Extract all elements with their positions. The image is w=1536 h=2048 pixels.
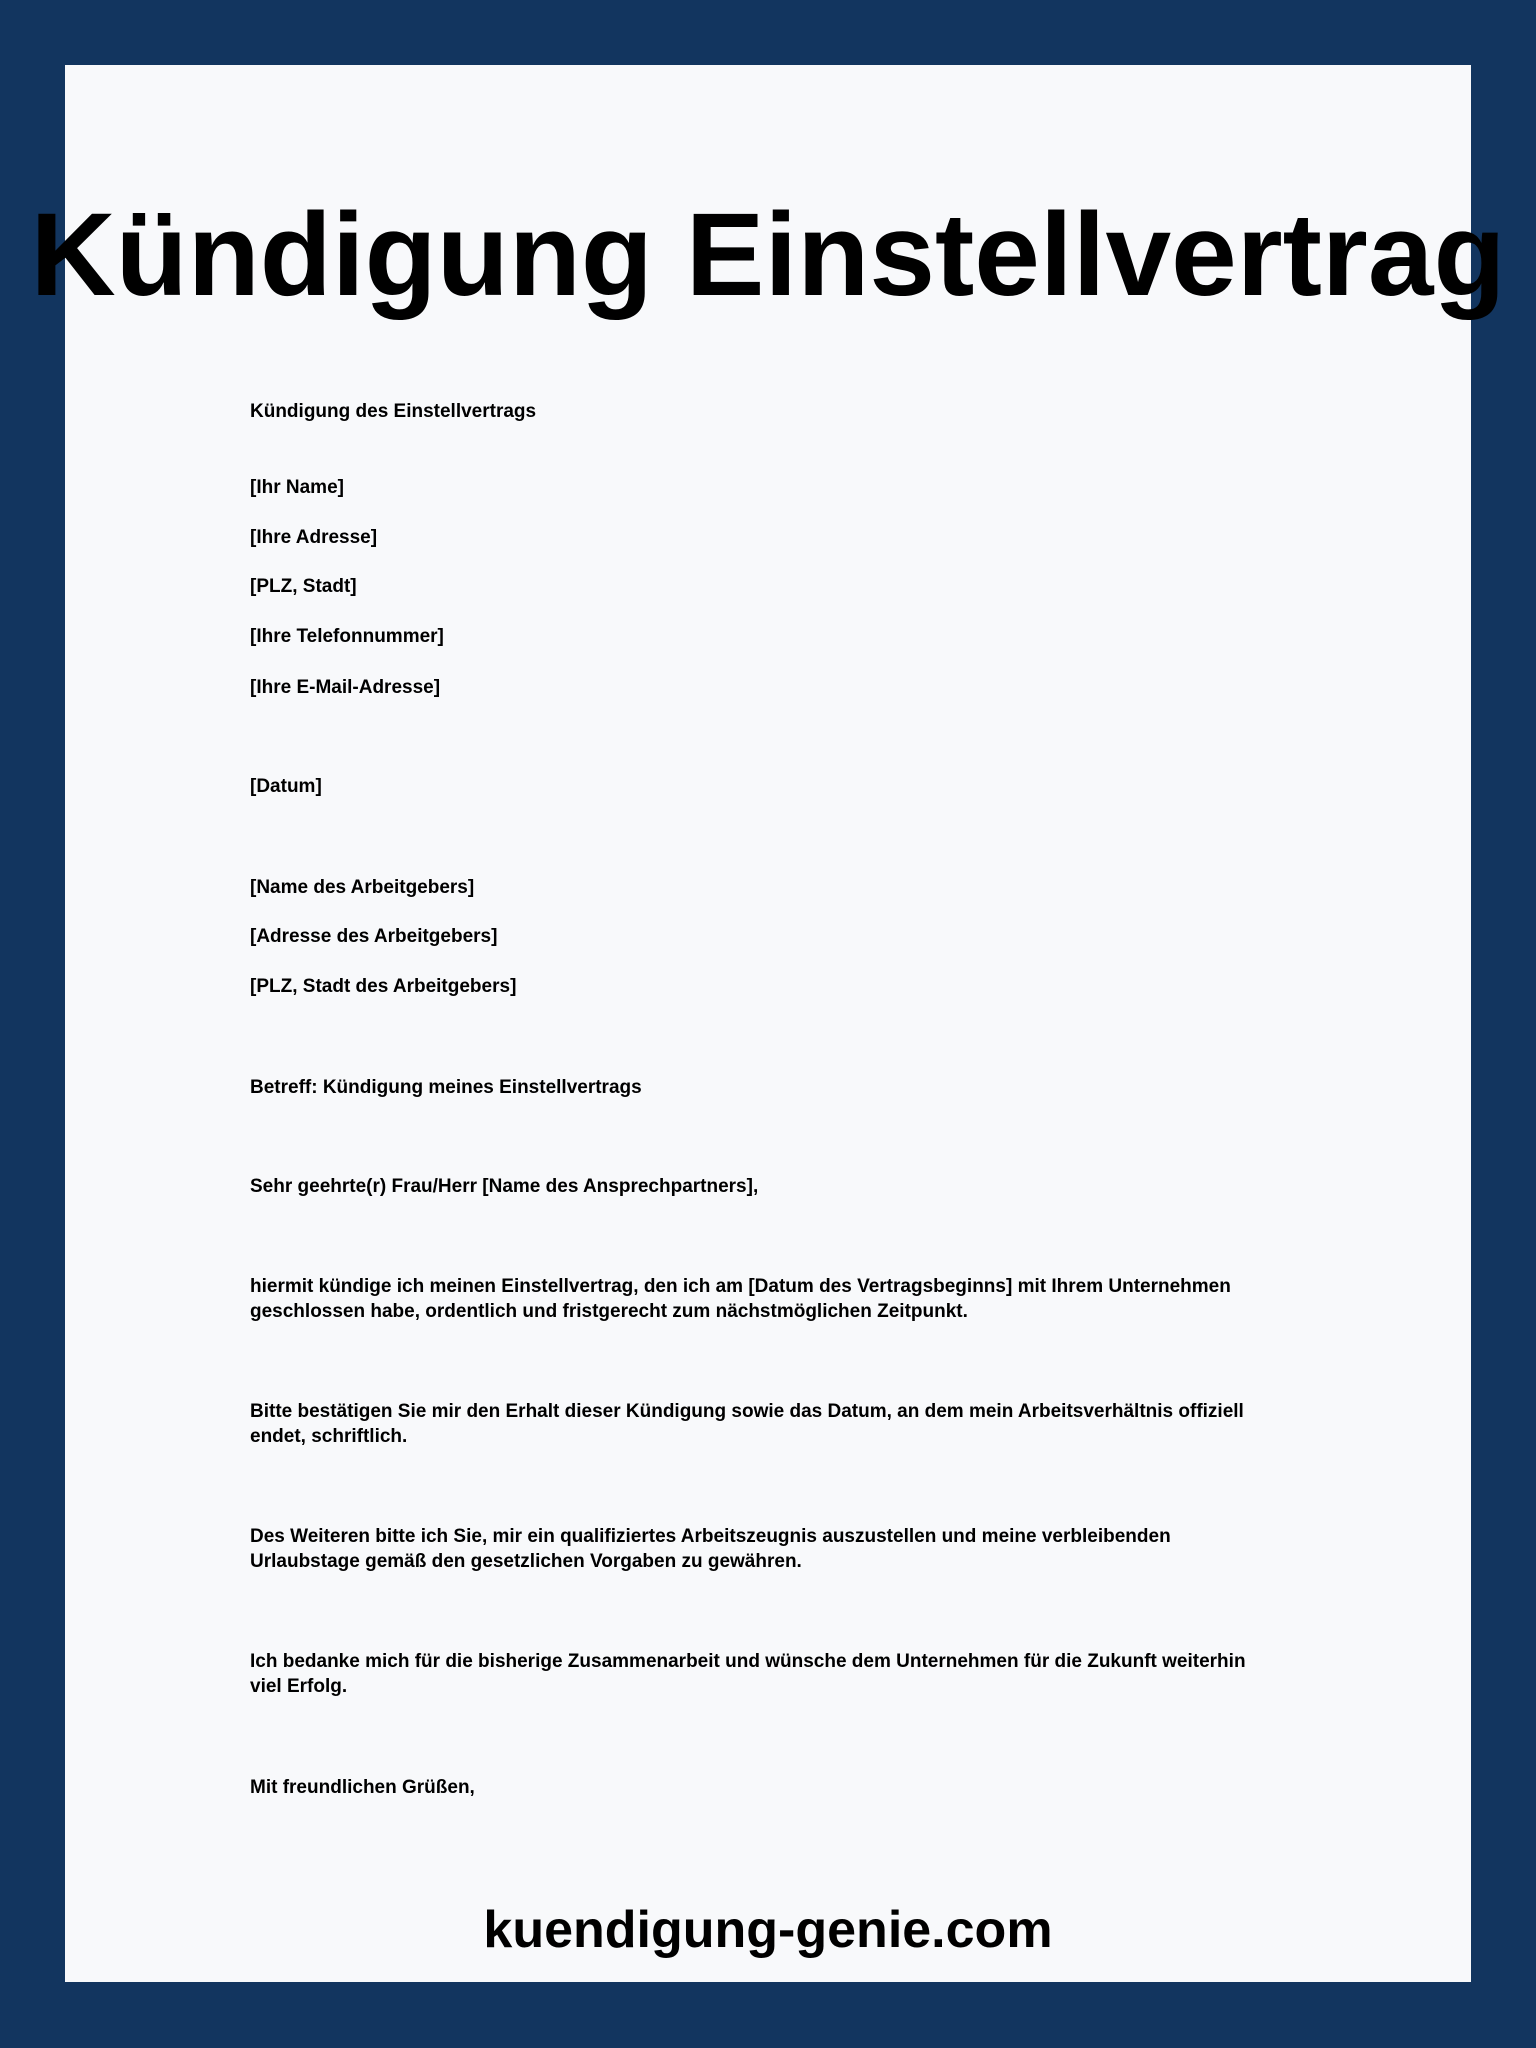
letter-paragraph: Bitte bestätigen Sie mir den Erhalt dieser Kündigung sowie das Datum, an dem mein Arbeitsverhältnis offiziell endet, schriftlich. (250, 1401, 1244, 1447)
letter-paragraph: hiermit kündige ich meinen Einstellvertrag, den ich am [Datum des Vertragsbeginns] mit Ihrem Unternehmen geschlossen habe, ordentlich und fristgerecht zum nächstmöglichen Zeitpunkt. (250, 1276, 1231, 1322)
letter-date: [Datum] (250, 776, 322, 797)
letter-salutation: Sehr geehrte(r) Frau/Herr [Name des Ansprechpartners], (250, 1176, 759, 1197)
letter-heading: Kündigung des Einstellvertrags (250, 401, 537, 422)
recipient-name: [Name des Arbeitgebers] (250, 877, 475, 898)
sender-address: [Ihre Adresse] (250, 527, 378, 548)
footer-website: kuendigung-genie.com (483, 1901, 1053, 1959)
letter-paragraph: Ich bedanke mich für die bisherige Zusammenarbeit und wünsche dem Unternehmen für die Zukunft weiterhin viel Erfolg. (250, 1651, 1246, 1697)
page-title: Kündigung Einstellvertrag (30, 189, 1506, 321)
letter-paragraph: Des Weiteren bitte ich Sie, mir ein qualifiziertes Arbeitszeugnis auszustellen und meine verbleibenden Urlaubstage gemäß den gesetzlichen Vorgaben zu gewähren. (250, 1526, 1171, 1572)
sender-name: [Ihr Name] (250, 477, 344, 498)
letter-subject: Betreff: Kündigung meines Einstellvertrags (250, 1077, 642, 1098)
letter-closing: Mit freundlichen Grüßen, (250, 1777, 475, 1798)
sender-city: [PLZ, Stadt] (250, 576, 357, 597)
sender-email: [Ihre E-Mail-Adresse] (250, 677, 441, 698)
sender-phone: [Ihre Telefonnummer] (250, 626, 444, 647)
recipient-city: [PLZ, Stadt des Arbeitgebers] (250, 976, 517, 997)
recipient-address: [Adresse des Arbeitgebers] (250, 926, 498, 947)
